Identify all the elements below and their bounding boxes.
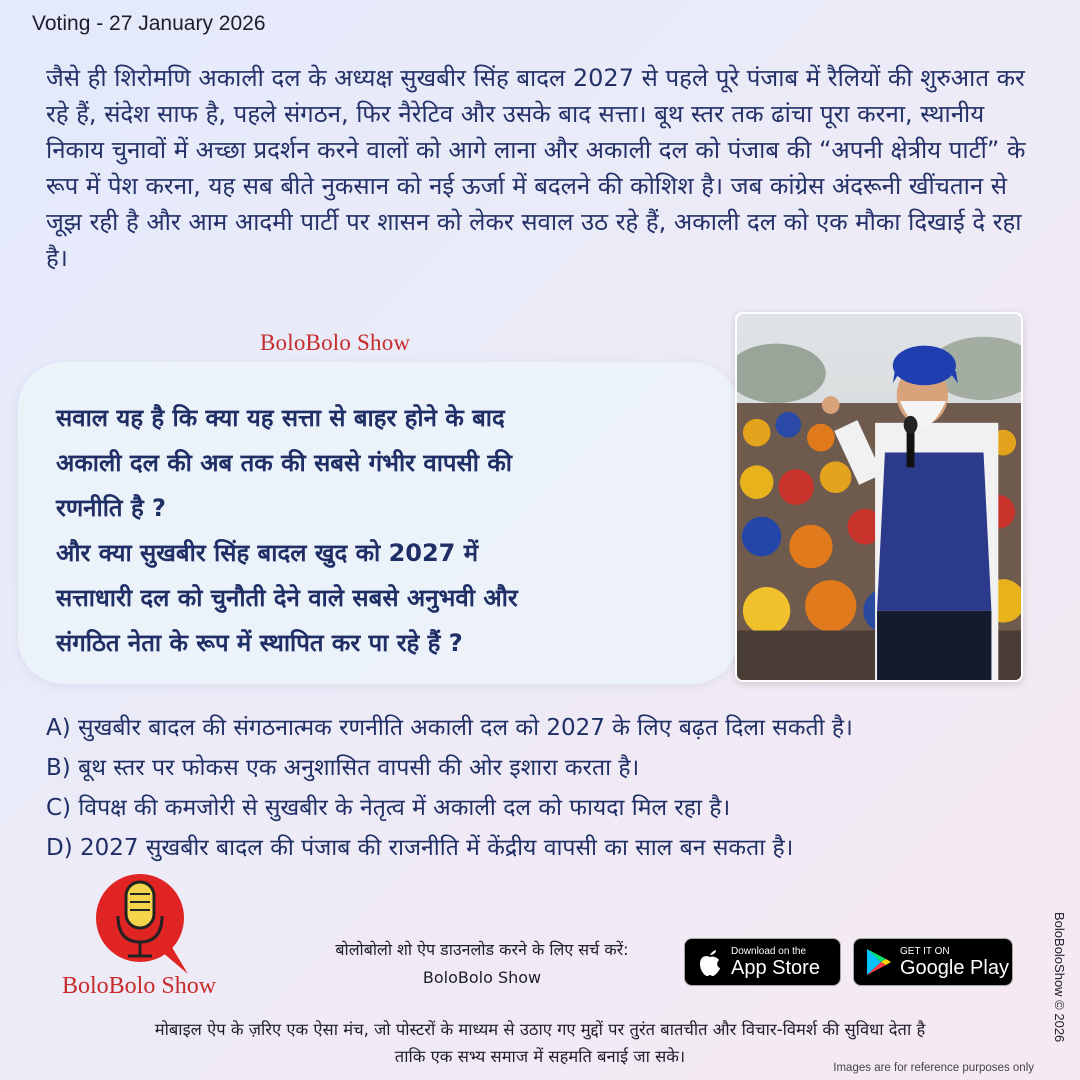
question-line: अकाली दल की अब तक की सबसे गंभीर वापसी की (56, 449, 512, 477)
option-c[interactable]: C) विपक्ष की कमजोरी से सुखबीर के नेतृत्व में अकाली दल को फायदा मिल रहा है। (46, 795, 731, 821)
option-d[interactable]: D) 2027 सुखबीर बादल की पंजाब की राजनीति में केंद्रीय वापसी का साल बन सकता है। (46, 835, 794, 861)
app-store-big: App Store (731, 956, 820, 979)
footer-line: ताकि एक सभ्य समाज में सहमति बनाई जा सके। (394, 1047, 686, 1066)
intro-paragraph: जैसे ही शिरोमणि अकाली दल के अध्यक्ष सुखबीर सिंह बादल 2027 से पहले पूरे पंजाब में रैलियों की शुरुआत कर रहे हैं, संदेश साफ है, पहले संगठन, फिर नैरेटिव और उसके बाद सत्ता। बूथ स्तर तक ढांचा पूरा करना, स्थानीय निकाय चुनावों में अच्छा प्रदर्शन करने वालों को आगे लाना और अकाली दल को पंजाब की “अपनी क्षेत्रीय पार्टी” के रूप में पेश करना, यह सब बीते नुकसान को नई ऊर्जा में बदलने की कोशिश है। जब कांग्रेस अंदरूनी खींचतान से जूझ रही है और आम आदमी पार्टी पर शासन को लेकर सवाल उठ रहे हैं, अकाली दल को एक मौका दिखाई दे रहा है। (46, 64, 1026, 272)
app-store-button[interactable] (684, 938, 841, 986)
app-store-small: Download on the (731, 945, 807, 957)
brand-logo-text: BoloBolo Show (62, 973, 217, 999)
option-a[interactable]: A) सुखबीर बादल की संगठनात्मक रणनीति अकाली दल को 2027 के लिए बढ़त दिला सकती है। (46, 715, 853, 741)
brand-label: BoloBolo Show (260, 330, 411, 355)
download-hint-line: बोलोबोलो शो ऐप डाउनलोड करने के लिए सर्च करें: (335, 940, 629, 959)
apple-icon (697, 947, 723, 977)
google-play-small: GET IT ON (900, 945, 950, 957)
question-line: सत्ताधारी दल को चुनौती देने वाले सबसे अनुभवी और (56, 584, 518, 612)
question-line: और क्या सुखबीर सिंह बादल खुद को 2027 में (56, 539, 479, 567)
copyright-vertical: BoloBoloShow © 2026 (1052, 912, 1067, 1043)
leader-photo (735, 312, 1023, 682)
post-date: Voting - 27 January 2026 (32, 12, 266, 35)
question-line: सवाल यह है कि क्या यह सत्ता से बाहर होने के बाद (56, 404, 505, 432)
option-b[interactable]: B) बूथ स्तर पर फोकस एक अनुशासित वापसी की ओर इशारा करता है। (46, 755, 640, 781)
download-hint-app-name: BoloBolo Show (422, 968, 542, 987)
download-hint (282, 936, 682, 992)
question-line: रणनीति है ? (56, 494, 166, 522)
google-play-button[interactable] (853, 938, 1013, 986)
play-store-icon (864, 947, 892, 977)
footer-line: मोबाइल ऐप के ज़रिए एक ऐसा मंच, जो पोस्टरों के माध्यम से उठाए गए मुद्दों पर तुरंत बातचीत और विचार-विमर्श की सुविधा देता है (154, 1020, 926, 1039)
poll-question (56, 396, 696, 666)
rally-illustration (737, 314, 1021, 680)
question-line: संगठित नेता के रूप में स्थापित कर पा रहे हैं ? (56, 629, 463, 657)
image-disclaimer: Images are for reference purposes only (833, 1062, 1034, 1074)
google-play-big: Google Play (900, 956, 1009, 979)
poll-options (46, 708, 1066, 868)
